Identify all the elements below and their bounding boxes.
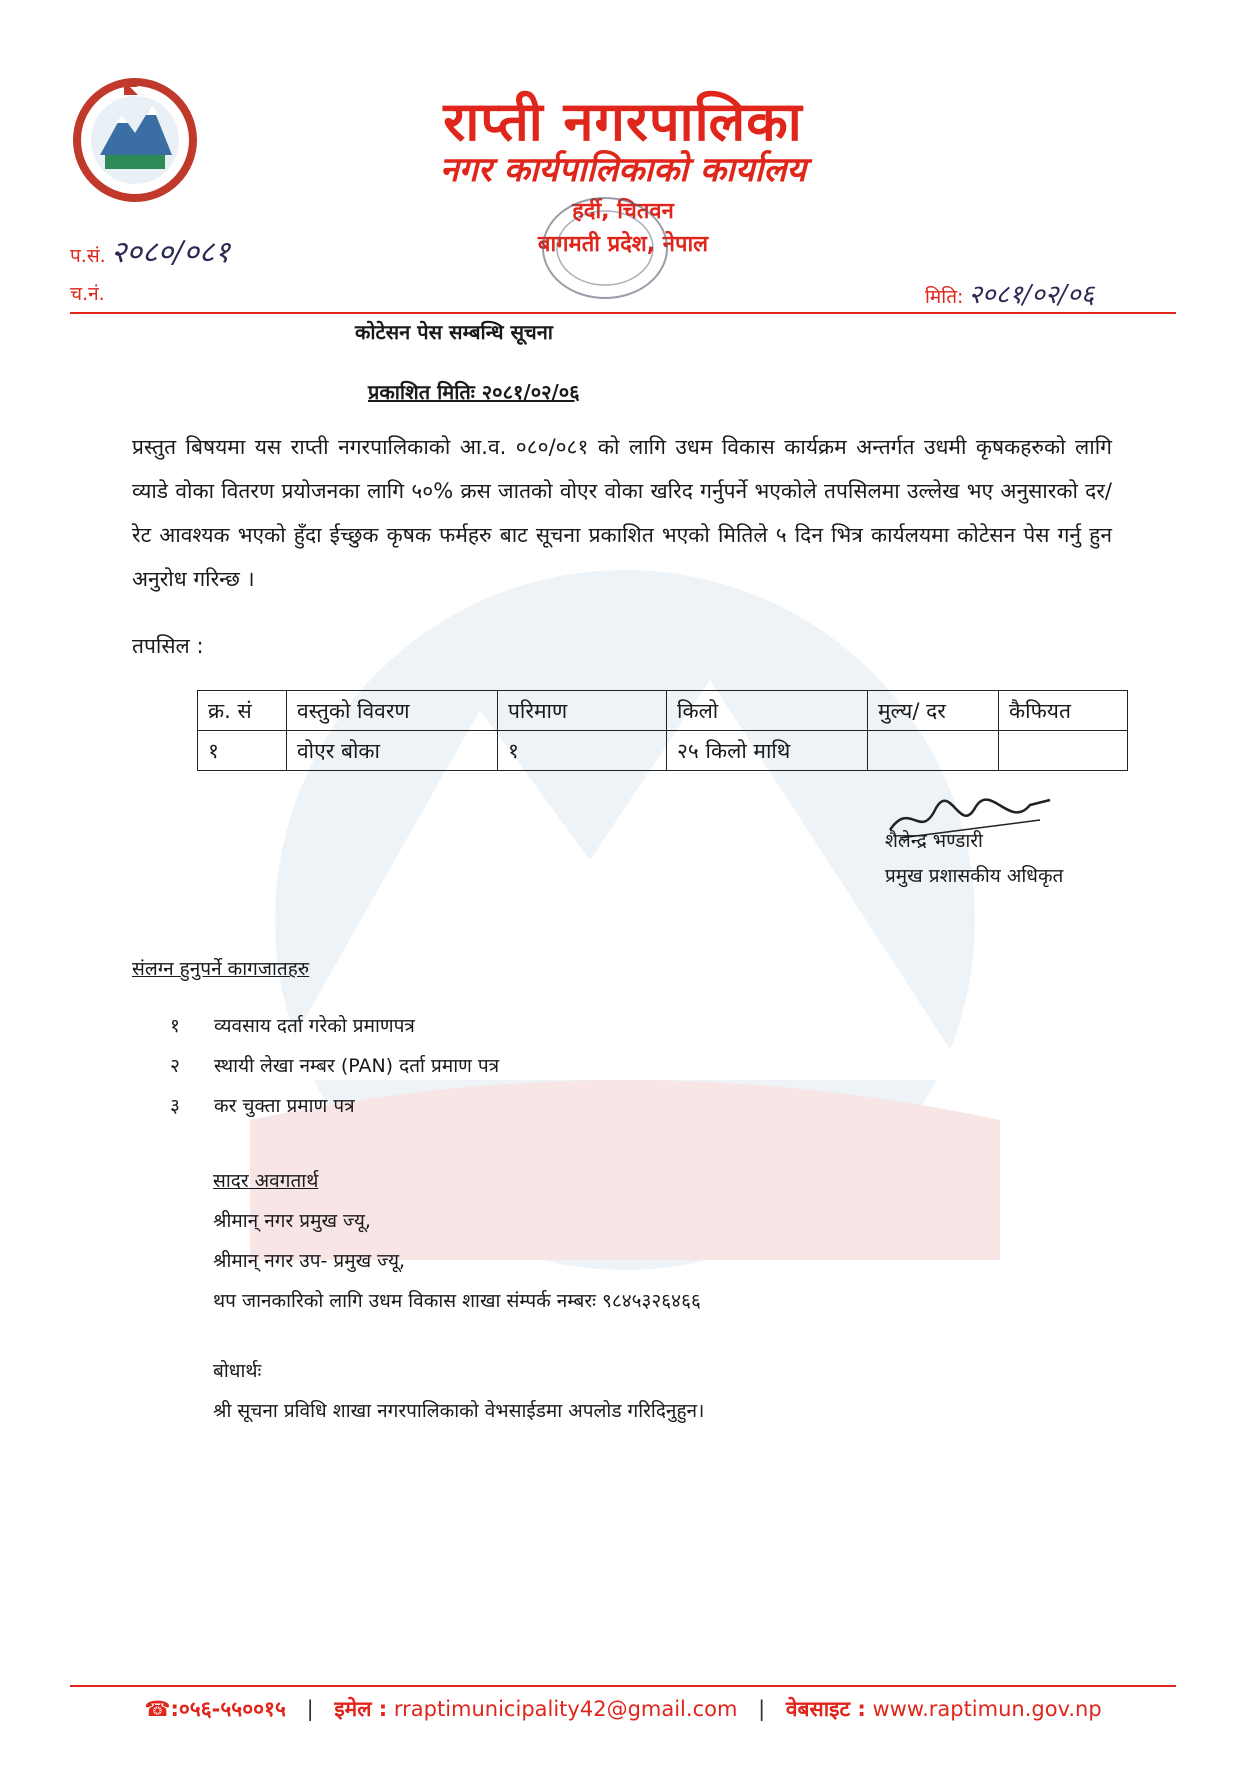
letter-date [925, 275, 1094, 311]
header-rate: मुल्य/ दर [868, 691, 999, 731]
header-divider [70, 312, 1176, 314]
footer-website-label: वेबसाइट : [785, 1697, 866, 1721]
footer-phone: :०५६-५५००१५ [170, 1697, 286, 1721]
info-heading: बोधार्थः [213, 1360, 262, 1382]
cc-heading: सादर अवगतार्थ [213, 1170, 319, 1192]
footer-contact: ☎:०५६-५५००१५ | इमेल : rraptimunicipality42@gmail.com | वेबसाइट : www.raptimun.gov.np [144, 1697, 1102, 1721]
signatory-post: प्रमुख प्रशासकीय अधिकृत [885, 865, 1064, 887]
footer-email-label: इमेल : [334, 1697, 388, 1721]
notice-body: प्रस्तुत बिषयमा यस राप्ती नगरपालिकाको आ.व. ०८०/०८१ को लागि उधम विकास कार्यक्रम अन्तर्गत उधमी कृषकहरुको लागि व्याडे वोका वितरण प्रयोजनका लागि ५०% क्रस जातको वोएर वोका खरिद गर्नुपर्ने भएकोले तपसिलमा उल्लेख भए अनुसारको दर/ रेट आवश्यक भएको हुँदा ईच्छुक कृषक फर्महरु बाट सूचना प्रकाशित भएको मितिले ५ दिन भित्र कार्यलयमा कोटेसन पेस गर्नु हुन अनुरोध गरिन्छ । [132, 435, 1112, 591]
header-weight: किलो [667, 691, 868, 731]
attachments-list [170, 1012, 499, 1132]
office-address-line1: हर्दी, चितवन [572, 199, 674, 224]
telephone-icon: ☎ [144, 1697, 171, 1721]
published-date: प्रकाशित मितिः २०८१/०२/०६ [368, 380, 580, 404]
reference-value: २०८०/०८१ [110, 235, 231, 270]
items-table [197, 690, 1128, 771]
header-description: वस्तुको विवरण [287, 691, 498, 731]
signatory-name: शैलेन्द्र भण्डारी [885, 830, 983, 852]
office-title: राप्ती नगरपालिका [443, 90, 803, 153]
details-label: तपसिल : [132, 634, 204, 658]
list-item: १ व्यवसाय दर्ता गरेको प्रमाणपत्र [170, 1015, 415, 1037]
header-serial: क्र. सं [198, 691, 287, 731]
notice-subject: कोटेसन पेस सम्बन्धि सूचना [355, 320, 553, 344]
cell-remarks [999, 731, 1128, 771]
date-value: २०८१/०२/०६ [968, 280, 1095, 310]
table-header-row [198, 691, 1128, 731]
header-quantity: परिमाण [498, 691, 667, 731]
copy-to-block [213, 1167, 704, 1437]
date-label: मिति: [925, 286, 964, 308]
footer-website[interactable]: www.raptimun.gov.np [872, 1697, 1102, 1721]
table-row [198, 731, 1128, 771]
cell-quantity: १ [498, 731, 667, 771]
reference-label: प.सं. [70, 245, 106, 267]
attachments-heading: संलग्न हुनुपर्ने कागजातहरु [132, 958, 310, 980]
office-stamp-icon [530, 188, 680, 308]
info-line: श्री सूचना प्रविधि शाखा नगरपालिकाको वेभसाईडमा अपलोड गरिदिनुहुन। [213, 1400, 705, 1422]
list-item: ३ कर चुक्ता प्रमाण पत्र [170, 1095, 355, 1117]
footer-email[interactable]: rraptimunicipality42@gmail.com [393, 1697, 738, 1721]
office-address-line2: बागमती प्रदेश, नेपाल [537, 232, 709, 257]
cell-weight: २५ किलो माथि [667, 731, 868, 771]
dispatch-number-label: च.नं. [70, 283, 105, 305]
cell-serial: १ [198, 731, 287, 771]
cc-line-mayor: श्रीमान् नगर प्रमुख ज्यू, [213, 1210, 371, 1232]
cc-line-contact: थप जानकारिको लागि उधम विकास शाखा संम्पर्क नम्बरः ९८४५३२६४६६ [213, 1290, 701, 1312]
office-subtitle: नगर कार्यपालिकाको कार्यालय [439, 150, 807, 190]
header-remarks: कैफियत [999, 691, 1128, 731]
reference-number [70, 230, 230, 271]
list-item: २ स्थायी लेखा नम्बर (PAN) दर्ता प्रमाण पत्र [170, 1055, 500, 1077]
cell-rate [868, 731, 999, 771]
footer-divider [70, 1685, 1176, 1687]
cc-line-deputy-mayor: श्रीमान् नगर उप- प्रमुख ज्यू, [213, 1250, 406, 1272]
cell-description: वोएर बोका [287, 731, 498, 771]
